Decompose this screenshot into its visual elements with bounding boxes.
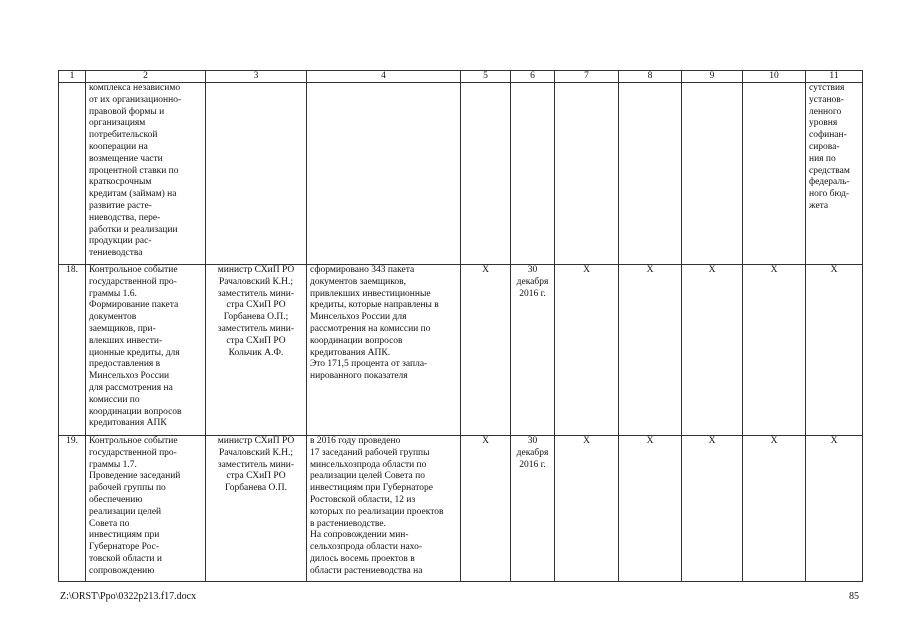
- cell-col5: [461, 83, 511, 265]
- cell-col7: X: [555, 436, 619, 582]
- responsible-cell: министр СХиП РО Рачаловский К.Н.; заместитель мини- стра СХиП РО Горбанева О.П.; заместитель мини- стра СХиП РО Кольчик А.Ф.: [206, 265, 307, 436]
- responsible-cell: министр СХиП РО Рачаловский К.Н.; заместитель мини- стра СХиП РО Горбанева О.П.: [206, 436, 307, 582]
- cell-col10: X: [743, 436, 806, 582]
- cell-col10: [743, 83, 806, 265]
- date-cell: 30 декабря 2016 г.: [511, 265, 555, 436]
- cell-col10: X: [743, 265, 806, 436]
- cell-col7: X: [555, 265, 619, 436]
- col-number: 3: [206, 71, 307, 83]
- cell-col6: [511, 83, 555, 265]
- footer-file-path: Z:\ORST\Ppo\0322p213.f17.docx: [60, 591, 197, 602]
- cell-col9: [682, 83, 743, 265]
- cell-col5: X: [461, 265, 511, 436]
- cell-col7: [555, 83, 619, 265]
- row-number-cell: 18.: [59, 265, 86, 436]
- cell-col5: X: [461, 436, 511, 582]
- event-description-cell: комплекса независимо от их организационно- правовой формы и организациям потребительской кооперации на возмещение части процентной ставки по краткосрочным кредитам (займам) на развитие расте- ниеводства, пере- работки и реализации продукции рас- тениеводства: [86, 83, 206, 265]
- col-number: 2: [86, 71, 206, 83]
- note-cell: сутствия установ- ленного уровня софинан- сирова- ния по средствам федераль- ного бюд- жета: [806, 83, 863, 265]
- result-cell: сформировано 343 пакета документов заемщиков, привлекших инвестиционные кредиты, которые направлены в Минсельхоз России для рассмотрения на комиссии по координации вопросов кредитования АПК. Это 171,5 процента от запла- нированного показателя: [307, 265, 461, 436]
- row-number-cell: [59, 83, 86, 265]
- result-cell: [307, 83, 461, 265]
- event-description-cell: Контрольное событие государственной про- граммы 1.6. Формирование пакета документов заемщиков, при- влекших инвести- ционные кредиты, для предоставления в Минсельхоз России для рассмотрения на комиссии по координации вопросов кредитования АПК: [86, 265, 206, 436]
- table-row-19: [59, 436, 863, 582]
- col-number: 1: [59, 71, 86, 83]
- result-cell: в 2016 году проведено 17 заседаний рабочей группы минсельхозпрода области по реализации целей Совета по инвестициям при Губернаторе Ростовской области, 12 из которых по реализации проектов в растениеводстве. На сопровождении мин- сельхозпрода области нахо- дилось восемь проектов в области растениеводства на: [307, 436, 461, 582]
- cell-col9: X: [682, 436, 743, 582]
- cell-col8: X: [619, 265, 682, 436]
- col-number: 4: [307, 71, 461, 83]
- cell-col8: X: [619, 436, 682, 582]
- event-description-cell: Контрольное событие государственной про- граммы 1.7. Проведение заседаний рабочей группы по обеспечению реализации целей Совета по инвестициям при Губернаторе Рос- товской области и сопровождению: [86, 436, 206, 582]
- date-cell: 30 декабря 2016 г.: [511, 436, 555, 582]
- table-row-18: [59, 265, 863, 436]
- col-number: 8: [619, 71, 682, 83]
- row-number-cell: 19.: [59, 436, 86, 582]
- note-cell: X: [806, 265, 863, 436]
- cell-col8: [619, 83, 682, 265]
- responsible-cell: [206, 83, 307, 265]
- col-number: 7: [555, 71, 619, 83]
- page-number: 85: [849, 591, 859, 602]
- cell-col9: X: [682, 265, 743, 436]
- column-number-row: [59, 71, 863, 83]
- document-table: [58, 70, 863, 582]
- note-cell: X: [806, 436, 863, 582]
- col-number: 10: [743, 71, 806, 83]
- col-number: 9: [682, 71, 743, 83]
- table-row-continuation: [59, 83, 863, 265]
- col-number: 5: [461, 71, 511, 83]
- col-number: 6: [511, 71, 555, 83]
- col-number: 11: [806, 71, 863, 83]
